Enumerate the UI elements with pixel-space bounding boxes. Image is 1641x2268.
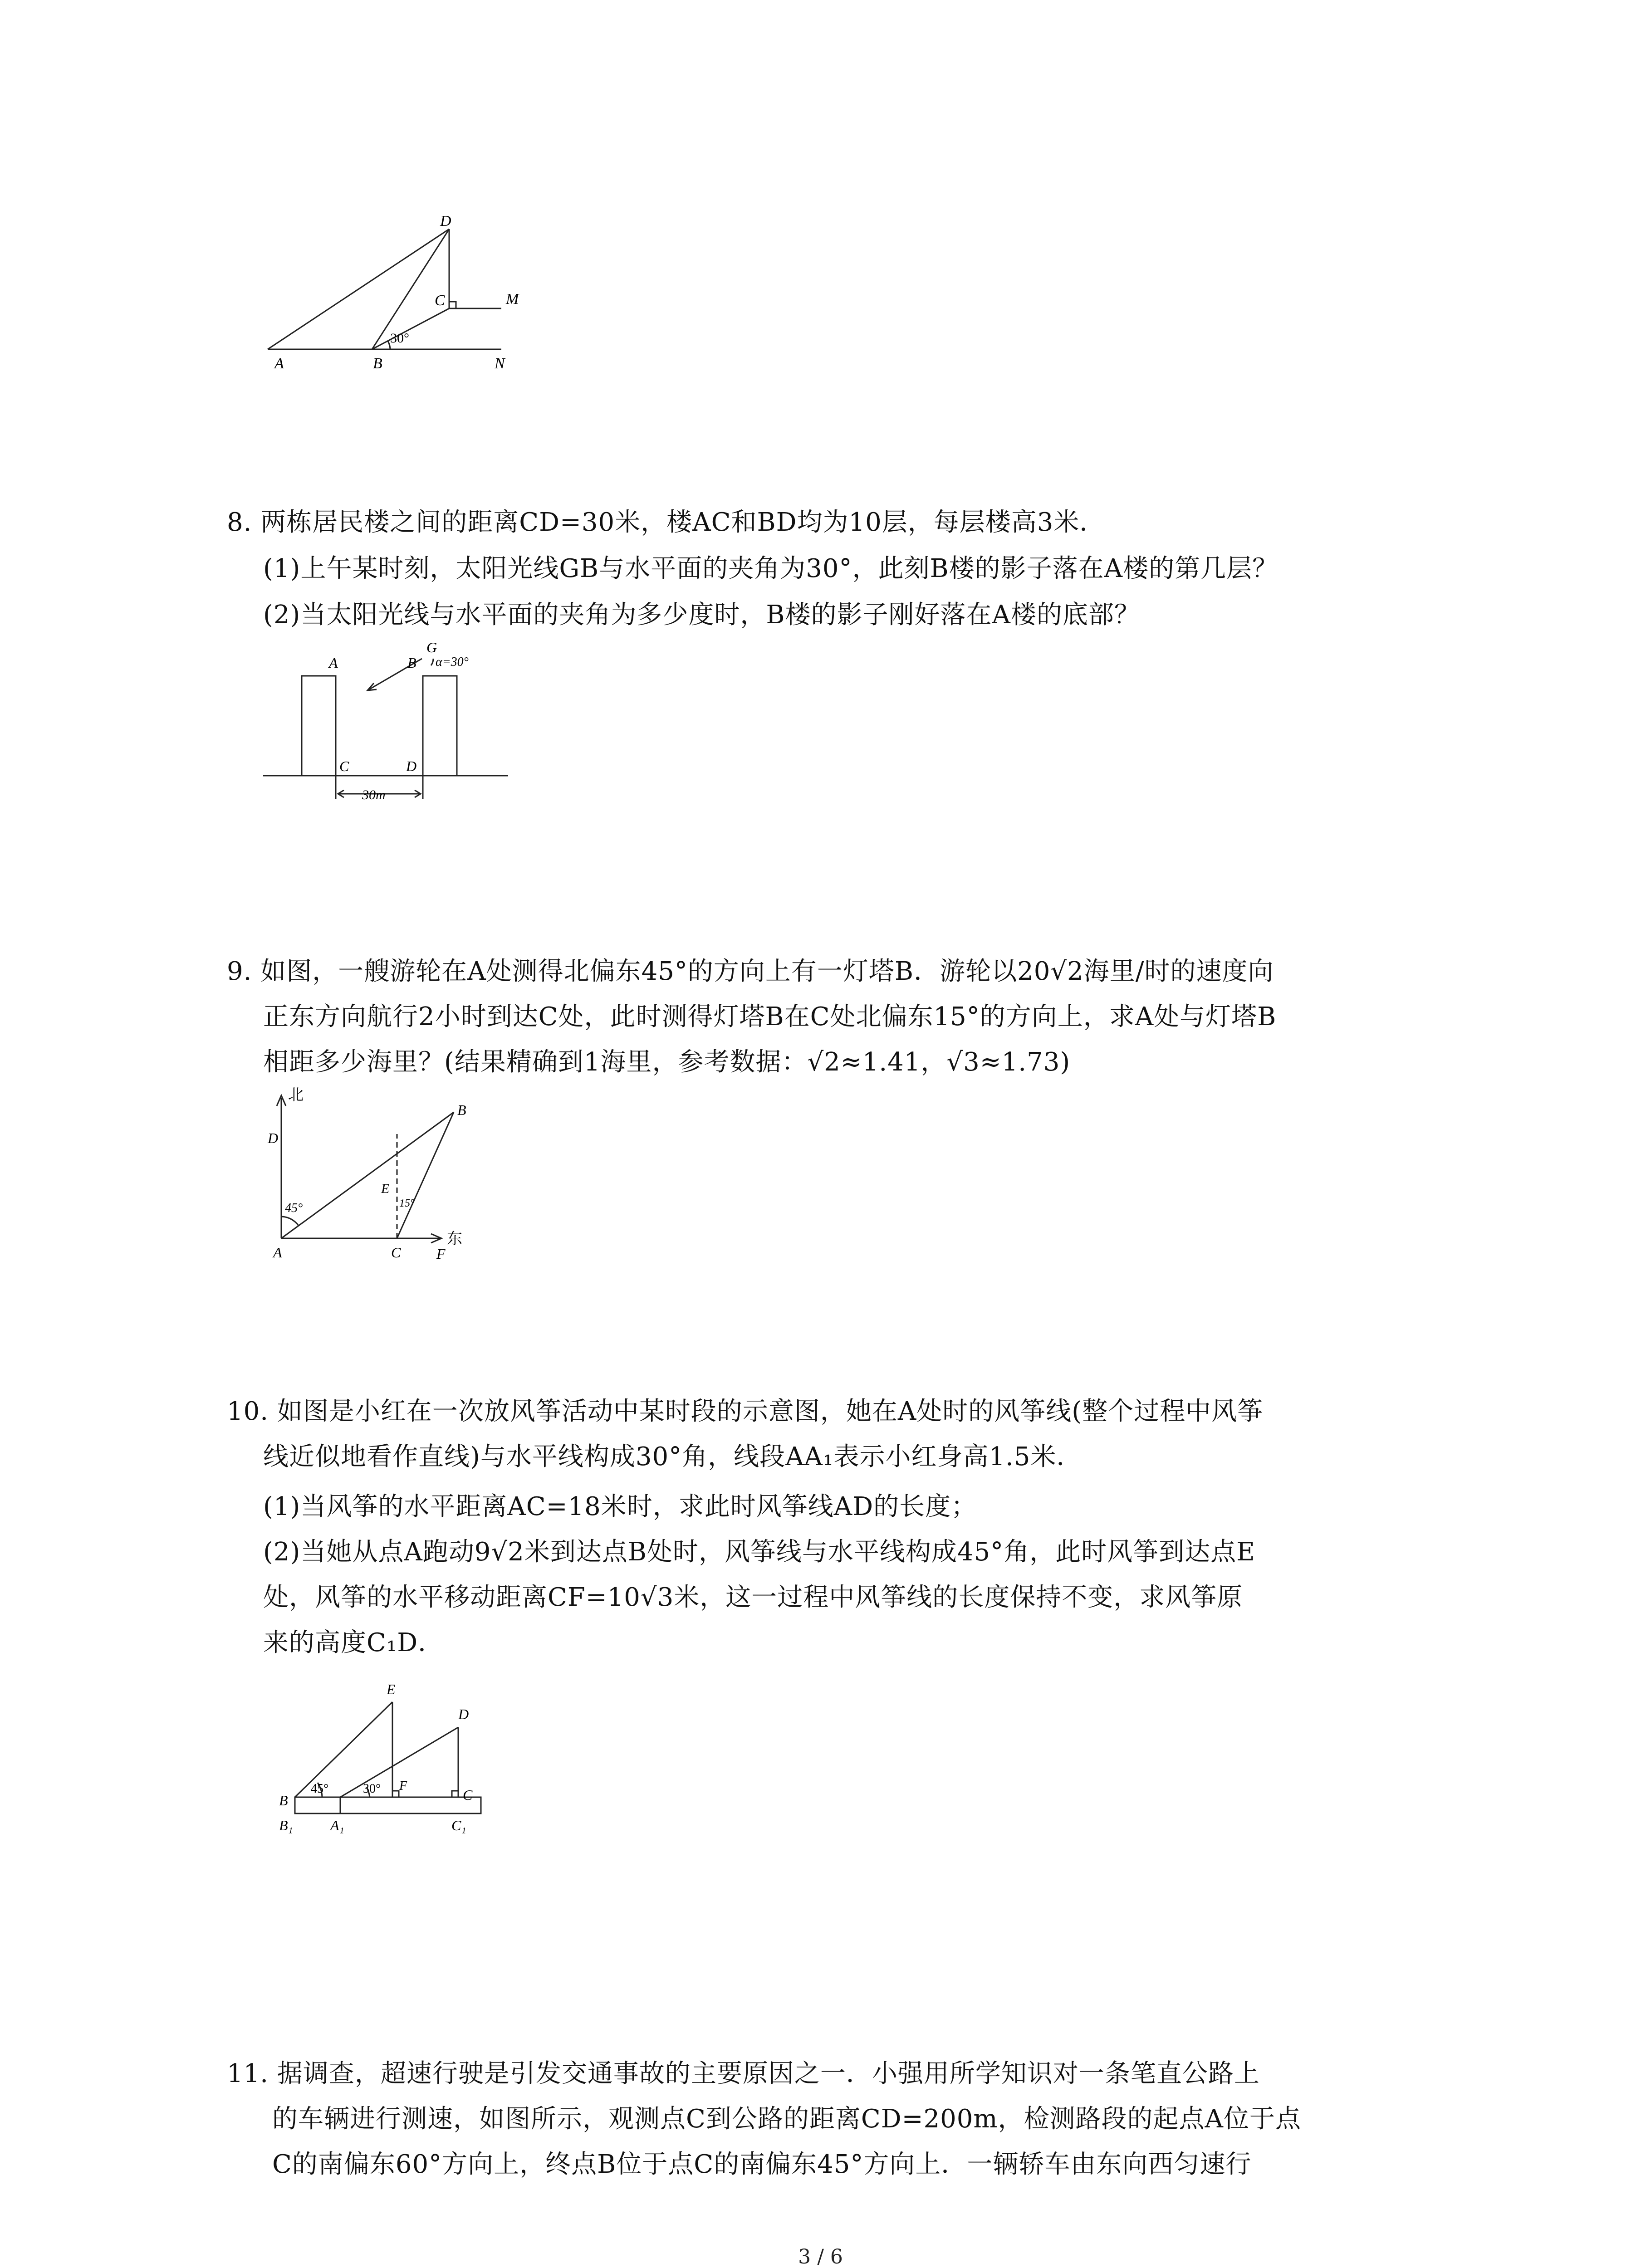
fig7-angle-label: 30°: [390, 331, 409, 346]
fig9-label-d: D: [268, 1130, 279, 1146]
q8-line-1: 8. 两栋居民楼之间的距离CD=30米，楼AC和BD均为10层，每层楼高3米．: [227, 508, 1106, 537]
fig8-label-d: D: [406, 758, 417, 774]
q10-line-4: (2)当她从点A跑动9√2米到达点B处时，风筝线与水平线构成45°角，此时风筝到达点E: [263, 1537, 1255, 1567]
fig7-label-b: B: [373, 355, 382, 372]
q10-line-2: 线近似地看作直线)与水平线构成30°角，线段AA₁表示小红身高1.5米．: [263, 1442, 1083, 1471]
fig10-label-b: B: [279, 1792, 288, 1809]
fig7-label-c: C: [435, 292, 445, 309]
fig8-label-b: B: [407, 655, 416, 671]
fig10-label-c1: C₁: [451, 1817, 466, 1833]
fig9-label-e: E: [381, 1181, 390, 1196]
figure-q10: [272, 1674, 508, 1864]
fig9-angle-15: 15°: [399, 1198, 415, 1209]
q9-line-1: 9. 如图，一艘游轮在A处测得北偏东45°的方向上有一灯塔B．游轮以20√2海里/时的速度向: [227, 957, 1274, 986]
fig8-label-g: G: [426, 640, 437, 655]
fig7-label-d: D: [440, 213, 451, 230]
fig10-label-e: E: [387, 1681, 396, 1697]
fig10-label-a1: A₁: [330, 1817, 344, 1833]
fig9-angle-45: 45°: [285, 1201, 303, 1215]
q11-line-3: C的南偏东60°方向上，终点B位于点C的南偏东45°方向上．一辆轿车由东向西匀速行: [272, 2150, 1252, 2179]
q10-line-6: 来的高度C₁D．: [263, 1628, 444, 1657]
fig9-label-b: B: [457, 1102, 466, 1118]
fig9-east-label: 东: [447, 1231, 462, 1247]
fig8-label-a: A: [329, 655, 338, 671]
fig10-label-b1: B₁: [279, 1817, 293, 1833]
q11-line-1: 11. 据调查，超速行驶是引发交通事故的主要原因之一．小强用所学知识对一条笔直公路上: [227, 2059, 1260, 2088]
q10-line-5: 处，风筝的水平移动距离CF=10√3米，这一过程中风筝线的长度保持不变，求风筝原: [263, 1583, 1243, 1612]
q10-line-1: 10. 如图是小红在一次放风筝活动中某时段的示意图，她在A处时的风筝线(整个过程中风筝: [227, 1397, 1264, 1426]
page-number: 3 / 6: [798, 2245, 843, 2268]
fig7-label-n: N: [495, 355, 505, 372]
fig10-label-c: C: [463, 1787, 473, 1803]
figure-q8: [254, 640, 535, 821]
fig7-label-m: M: [506, 291, 519, 308]
fig9-north-label: 北: [288, 1087, 304, 1104]
fig9-label-f: F: [436, 1246, 446, 1262]
q11-line-2: 的车辆进行测速，如图所示，观测点C到公路的距离CD=200m，检测路段的起点A位于点: [272, 2104, 1301, 2134]
figure-q7: [254, 213, 535, 376]
q8-line-2: (1)上午某时刻，太阳光线GB与水平面的夹角为30°，此刻B楼的影子落在A楼的第几层？: [263, 554, 1279, 583]
fig8-label-c: C: [339, 758, 349, 774]
fig10-label-f: F: [399, 1779, 407, 1793]
figure-q9: [259, 1084, 495, 1266]
fig9-label-a: A: [273, 1244, 282, 1261]
q10-line-3: (1)当风筝的水平距离AC=18米时，求此时风筝线AD的长度；: [263, 1492, 977, 1521]
fig10-label-d: D: [458, 1706, 469, 1722]
fig8-label-alpha: α=30°: [436, 655, 469, 669]
q8-line-3: (2)当太阳光线与水平面的夹角为多少度时，B楼的影子刚好落在A楼的底部？: [263, 600, 1140, 630]
fig10-angle-30: 30°: [363, 1782, 381, 1796]
q9-line-3: 相距多少海里？(结果精确到1海里，参考数据：√2≈1.41，√3≈1.73): [263, 1047, 1071, 1077]
fig10-angle-45: 45°: [311, 1782, 329, 1796]
fig7-label-a: A: [274, 355, 284, 372]
q9-line-2: 正东方向航行2小时到达C处，此时测得灯塔B在C处北偏东15°的方向上，求A处与灯塔B: [263, 1002, 1277, 1031]
fig9-label-c: C: [391, 1244, 401, 1261]
fig8-label-dist: 30m: [362, 787, 386, 802]
